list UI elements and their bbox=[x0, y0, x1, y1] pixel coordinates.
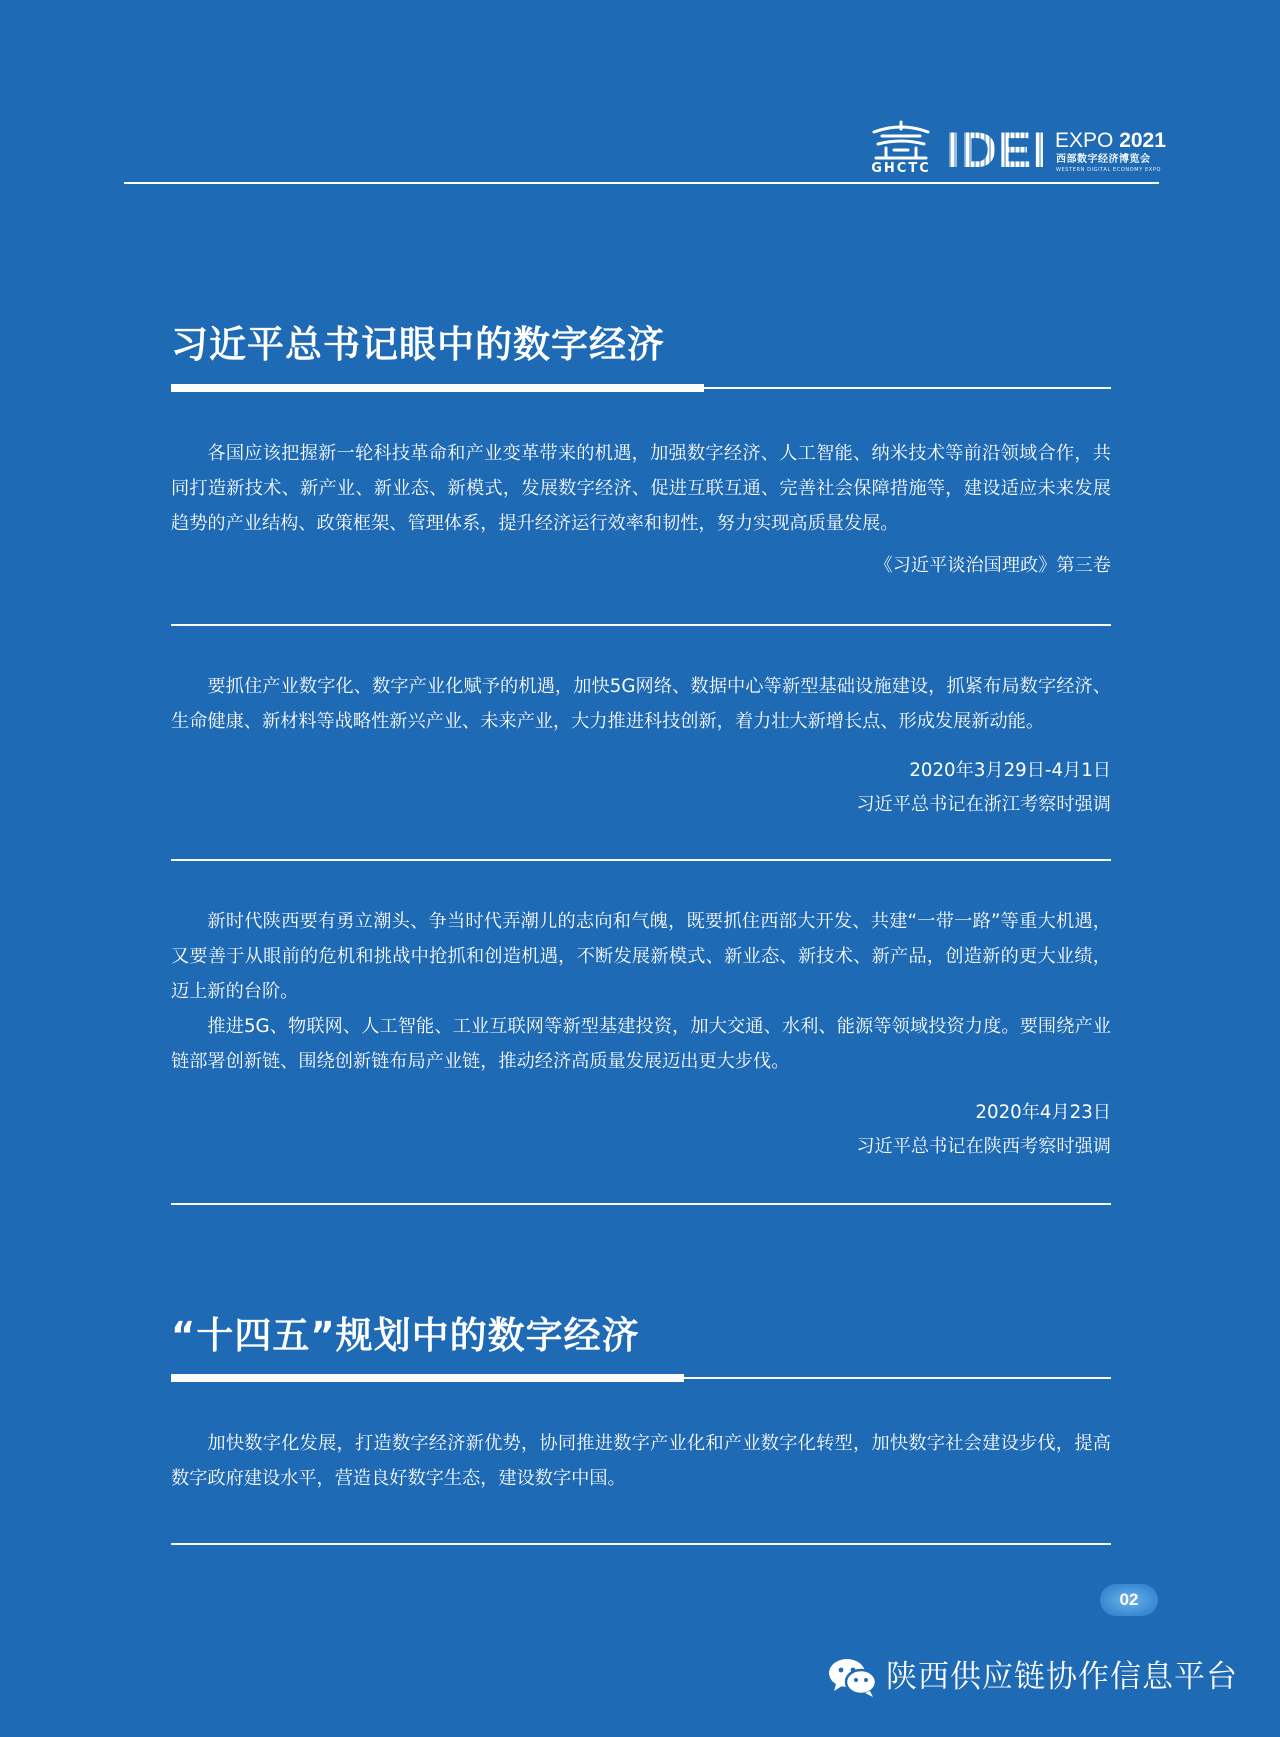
section2-paragraph: 加快数字化发展，打造数字经济新优势，协同推进数字产业化和产业数字化转型，加快数字社会建设步伐，提高数字政府建设水平，营造良好数字生态，建设数字中国。 bbox=[171, 1433, 1111, 1489]
quote1-paragraph: 各国应该把握新一轮科技革命和产业变革带来的机遇，加强数字经济、人工智能、纳米技术等前沿领域合作，共同打造新技术、新产业、新业态、新模式，发展数字经济、促进互联互通、完善社会保障措施等，建设适应未来发展趋势的产业结构、政策框架、管理体系，提升经济运行效率和韧性，努力实现高质量发展。 bbox=[171, 443, 1111, 534]
wechat-icon bbox=[826, 1655, 880, 1699]
expo-chinese-name: 西部数字经济博览会 bbox=[1056, 154, 1151, 165]
idei-logo: IDEI bbox=[946, 122, 1048, 178]
quote3-source-attribution: 习近平总书记在陕西考察时强调 bbox=[856, 1136, 1111, 1157]
quote2-paragraph: 要抓住产业数字化、数字产业化赋予的机遇，加快5G网络、数据中心等新型基础设施建设，抓紧布局数字经济、生命健康、新材料等战略性新兴产业、未来产业，大力推进科技创新，着力壮大新增长点、形成发展新动能。 bbox=[171, 676, 1111, 732]
section1-title-underline bbox=[171, 384, 704, 392]
watermark-text: 陕西供应链协作信息平台 bbox=[886, 1659, 1238, 1695]
divider bbox=[171, 1543, 1111, 1545]
quote1-body bbox=[171, 436, 1111, 541]
section2-title-underline bbox=[171, 1374, 684, 1382]
quote2-source bbox=[856, 754, 1111, 822]
ghctc-logo-text: GHCTC bbox=[871, 161, 931, 176]
expo-text: EXPO bbox=[1055, 129, 1114, 152]
section1-title: 习近平总书记眼中的数字经济 bbox=[171, 323, 665, 366]
quote3-source-date: 2020年4月23日 bbox=[975, 1102, 1111, 1123]
quote2-source-attribution: 习近平总书记在浙江考察时强调 bbox=[856, 794, 1111, 815]
header-rule bbox=[124, 182, 1159, 184]
quote1-source-line: 《习近平谈治国理政》第三卷 bbox=[874, 555, 1111, 576]
quote3-body bbox=[171, 904, 1111, 1079]
section2-title: “十四五”规划中的数字经济 bbox=[171, 1314, 640, 1357]
expo-year: 2021 bbox=[1119, 129, 1166, 152]
quote3-paragraph: 推进5G、物联网、人工智能、工业互联网等新型基建投资，加大交通、水利、能源等领域投资力度。要围绕产业链部署创新链、围绕创新链布局产业链，推动经济高质量发展迈出更大步伐。 bbox=[171, 1016, 1111, 1072]
section2-body bbox=[171, 1426, 1111, 1496]
quote1-source bbox=[875, 549, 1111, 583]
divider bbox=[171, 624, 1111, 626]
divider bbox=[171, 1203, 1111, 1205]
quote3-source bbox=[856, 1096, 1111, 1164]
quote2-source-date: 2020年3月29日-4月1日 bbox=[909, 760, 1111, 781]
page-number: 02 bbox=[1119, 1590, 1139, 1609]
expo-label bbox=[1055, 130, 1166, 152]
ghctc-logo bbox=[868, 120, 934, 176]
section2-title-rule bbox=[684, 1377, 1111, 1379]
pagoda-icon bbox=[868, 120, 934, 160]
expo-english-name: WESTERN DIGITAL ECONOMY EXPO bbox=[1056, 167, 1161, 173]
quote3-paragraph: 新时代陕西要有勇立潮头、争当时代弄潮儿的志向和气魄，既要抓住西部大开发、共建“一带一路”等重大机遇，又要善于从眼前的危机和挑战中抢抓和创造机遇，不断发展新模式、新业态、新技术、新产品，创造新的更大业绩，迈上新的台阶。 bbox=[171, 911, 1111, 1002]
divider bbox=[171, 859, 1111, 861]
page-number-badge bbox=[1100, 1584, 1158, 1616]
quote2-body bbox=[171, 669, 1111, 739]
section1-title-rule bbox=[704, 387, 1111, 389]
